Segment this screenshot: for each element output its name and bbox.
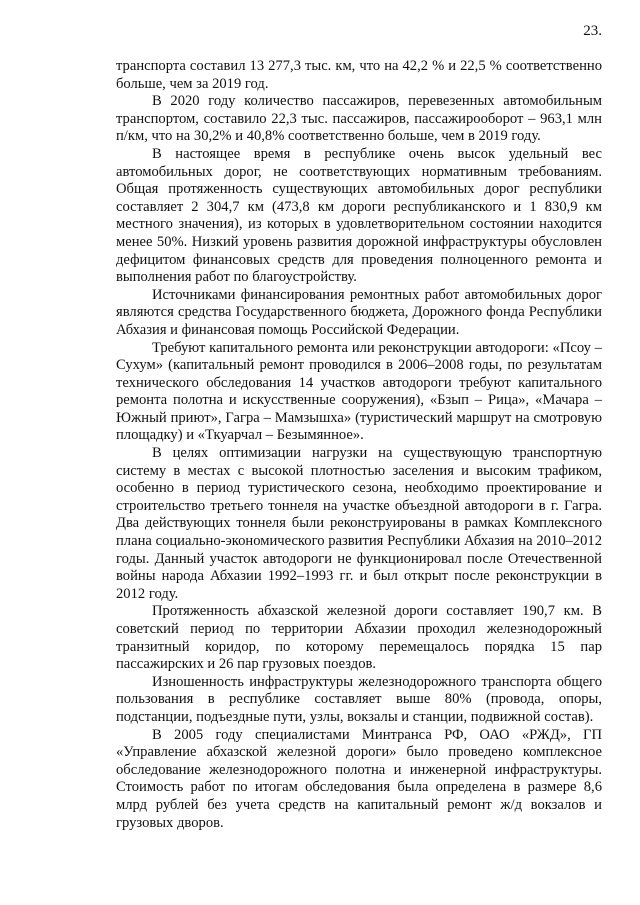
paragraph-passenger-statistics-2020: В 2020 году количество пассажиров, перевезенных автомобильным транспортом, составило 22,3 тыс. пассажиров, пассажирооборот – 963,1 млн п/км, что на 30,2% и 40,8% соответственно больше, чем в 2019 году. — [116, 93, 602, 145]
paragraph-railway-wear: Изношенность инфраструктуры железнодорожного транспорта общего пользования в республике составляет выше 80% (провода, опоры, подстанции, подъездные пути, узлы, вокзалы и станции, подвижной состав). — [116, 673, 602, 725]
paragraph-road-funding: Источниками финансирования ремонтных работ автомобильных дорог являются средства Государственного бюджета, Дорожного фонда Республики Абхазия и финансовая помощь Российской Федерации. — [116, 286, 602, 338]
document-body — [116, 58, 602, 832]
paragraph-road-condition: В настоящее время в республике очень высок удельный вес автомобильных дорог, не соответствующих нормативным требованиям. Общая протяженность существующих автомобильных дорог республики составляет 2 304,7 км (473,8 км дороги республиканского и 1 830,9 км местного значения), из которых в удовлетворительном состоянии находится менее 50%. Низкий уровень развития дорожной инфраструктуры обусловлен дефицитом финансовых средств для проведения полноценного ремонта и выполнения работ по благоустройству. — [116, 145, 602, 286]
paragraph-roads-requiring-repair: Требуют капитального ремонта или реконструкции автодороги: «Псоу – Сухум» (капитальный ремонт проводился в 2006–2008 годы, по результатам технического обследования 14 участков автодороги требуют капитального ремонта полотна и искусственные сооружения), «Бзып – Рица», «Мачара – Южный приют», Гагра – Мамзышха» (туристический маршрут на смотровую площадку) и «Ткуарчал – Безымянное». — [116, 339, 602, 444]
paragraph-railway-survey-2005: В 2005 году специалистами Минтранса РФ, ОАО «РЖД», ГП «Управление абхазской железной дороги» было проведено комплексное обследование железнодорожного полотна и инженерной инфраструктуры. Стоимость работ по итогам обследования была определена в размере 8,6 млрд рублей без учета средств на капитальный ремонт ж/д вокзалов и грузовых дворов. — [116, 726, 602, 831]
paragraph-passenger-transport-continuation: транспорта составил 13 277,3 тыс. км, что на 42,2 % и 22,5 % соответственно больше, чем за 2019 год. — [116, 58, 602, 92]
paragraph-gagra-tunnel: В целях оптимизации нагрузки на существующую транспортную систему в местах с высокой плотностью заселения и высоким трафиком, особенно в период туристического сезона, необходимо проектирование и строительство третьего тоннеля на участке объездной автодороги в г. Гагра. Два действующих тоннеля были реконструированы в рамках Комплексного плана социально-экономического развития Республики Абхазия на 2010–2012 годы. Данный участок автодороги не функционировал после Отечественной войны народа Абхазии 1992–1993 гг. и был открыт после реконструкции в 2012 году. — [116, 445, 602, 602]
paragraph-railway-length: Протяженность абхазской железной дороги составляет 190,7 км. В советский период по территории Абхазии проходил железнодорожный транзитный коридор, по которому перемещалось порядка 15 пар пассажирских и 26 пар грузовых поездов. — [116, 603, 602, 673]
page-number: 23. — [583, 23, 602, 39]
